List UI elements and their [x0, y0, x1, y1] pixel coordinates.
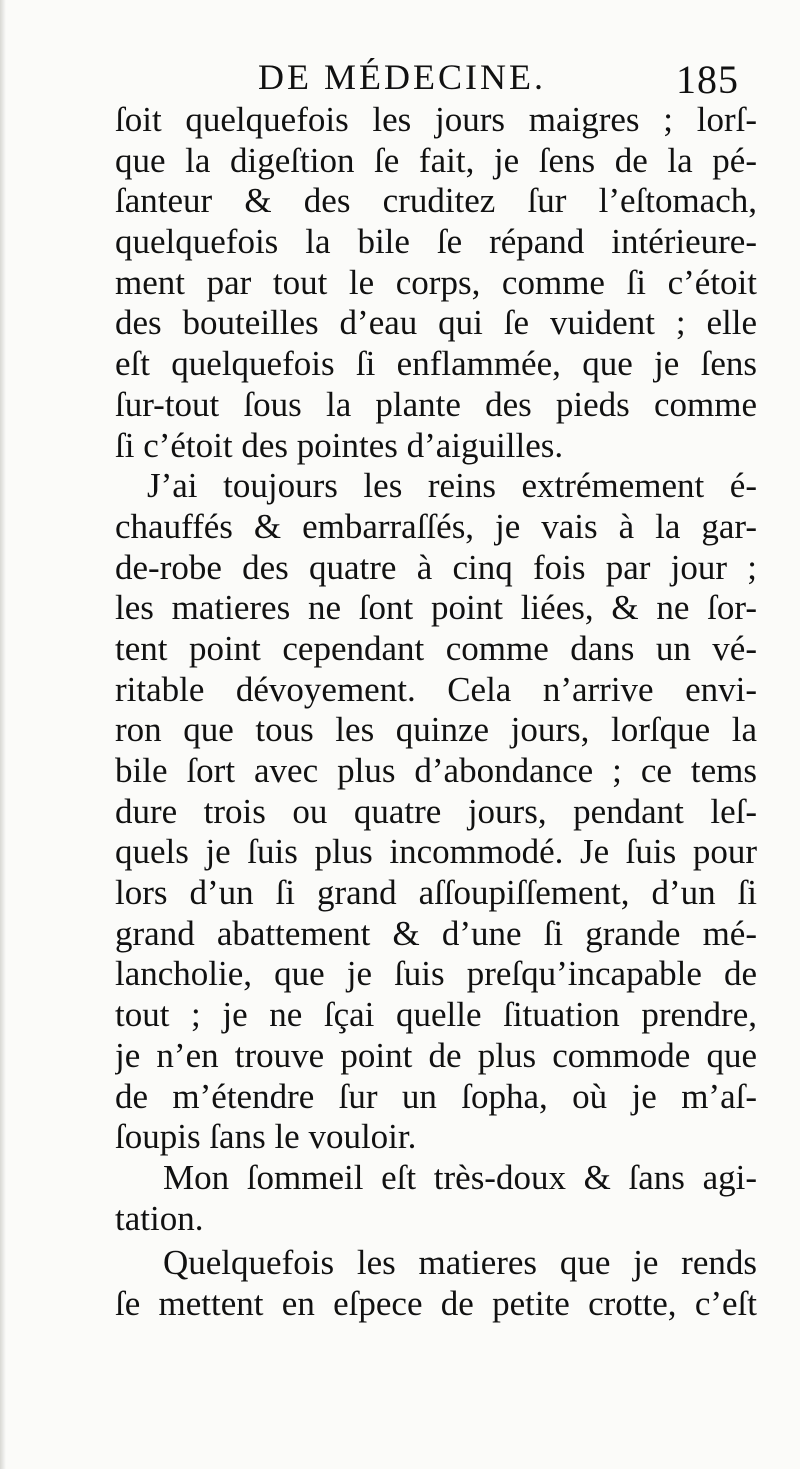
running-head-title: DE MÉDECINE.: [258, 57, 546, 97]
text-line: de-robe des quatre à cinq fois par jour ;: [115, 547, 757, 587]
text-line: grand abattement & d’une ſi grande mé-: [115, 913, 757, 953]
text-line: les matieres ne ſont point liées, & ne ſor-: [115, 588, 757, 628]
text-line: ſur-tout ſous la plante des pieds comme: [115, 384, 757, 424]
text-line: je n’en trouve point de plus commode que: [115, 1035, 757, 1075]
text-line: ſoupis ſans le vouloir.: [115, 1117, 417, 1157]
running-head: [0, 50, 800, 102]
text-line: ſanteur & des cruditez ſur l’eſtomach,: [115, 181, 757, 221]
text-line: bile ſort avec plus d’abondance ; ce tems: [115, 751, 757, 790]
text-line: Quelquefois les matieres que je rends: [163, 1243, 757, 1283]
text-line: ment par tout le corps, comme ſi c’étoit: [115, 262, 757, 302]
text-line: Mon ſommeil eſt très-doux & ſans agi-: [163, 1157, 757, 1197]
paragraph: [115, 100, 757, 466]
text-line: lancholie, que je ſuis preſqu’incapable de: [115, 954, 757, 994]
text-line: des bouteilles d’eau qui ſe vuident ; elle: [115, 303, 757, 343]
paragraph: [115, 1158, 757, 1239]
text-line: que la digeſtion ſe fait, je ſens de la pé-: [115, 140, 757, 180]
text-line: chauffés & embarraſſés, je vais à la gar-: [115, 506, 757, 546]
text-line: tout ; je ne ſçai quelle ſituation prendre,: [115, 995, 757, 1035]
text-line: tation.: [115, 1198, 204, 1238]
page-number: 185: [676, 57, 739, 102]
text-line: eſt quelquefois ſi enflammée, que je ſens: [115, 344, 757, 384]
paragraph: [115, 466, 757, 1158]
paragraph: [115, 1243, 757, 1324]
body-text: [115, 100, 757, 1325]
text-line: J’ai toujours les reins extrémement é-: [147, 466, 757, 506]
page-edge-shadow: [0, 0, 6, 1469]
text-line: quels je ſuis plus incommodé. Je ſuis pour: [115, 832, 757, 872]
text-line: ritable dévoyement. Cela n’arrive envi-: [115, 669, 757, 709]
text-line: ſe mettent en eſpece de petite crotte, c’eſt: [115, 1283, 757, 1323]
text-line: lors d’un ſi grand aſſoupiſſement, d’un ſi: [115, 873, 757, 913]
text-line: ſoit quelquefois les jours maigres ; lorſ-: [115, 100, 757, 139]
text-line: ſi c’étoit des pointes d’aiguilles.: [115, 425, 564, 465]
text-line: quelquefois la bile ſe répand intérieure-: [115, 222, 757, 262]
text-line: tent point cependant comme dans un vé-: [115, 628, 757, 668]
text-line: de m’étendre ſur un ſopha, où je m’aſ-: [115, 1076, 757, 1116]
text-line: dure trois ou quatre jours, pendant leſ-: [115, 791, 757, 831]
text-line: ron que tous les quinze jours, lorſque la: [115, 710, 757, 750]
